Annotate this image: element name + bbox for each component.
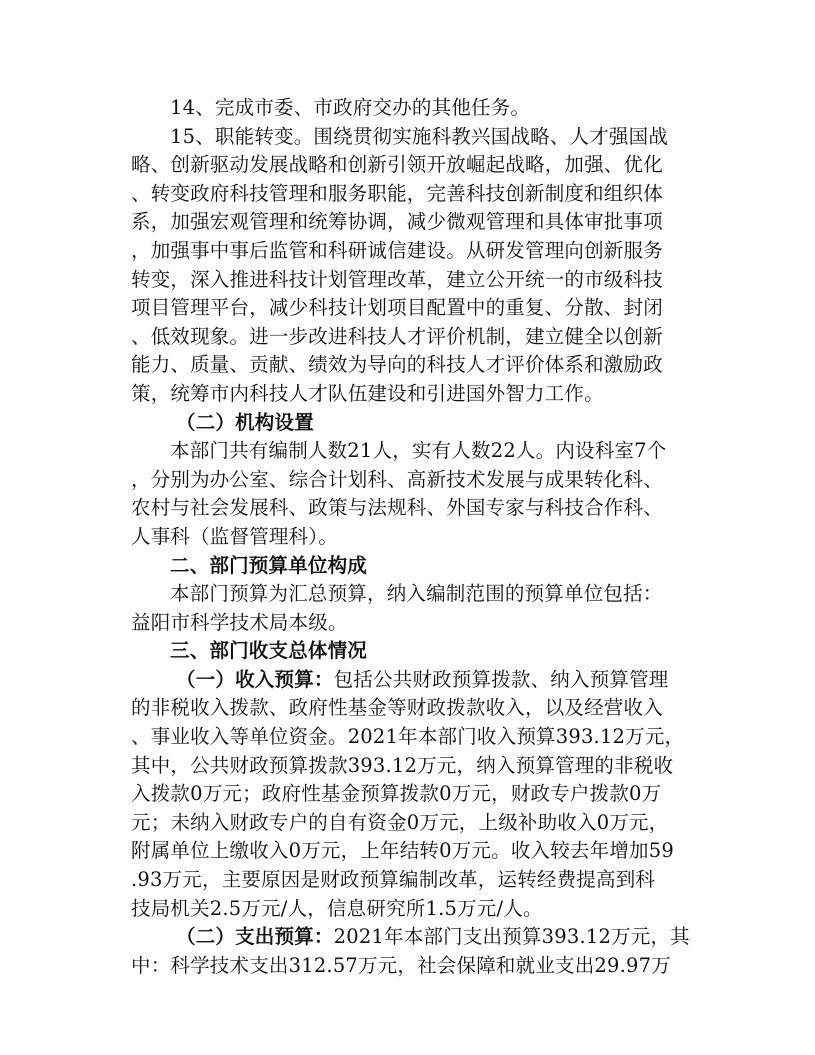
income-first-line <box>131 666 691 695</box>
paragraph-line: 附属单位上缴收入0万元，上年结转0万元。收入较去年增加59 <box>131 839 674 863</box>
paragraph-line: 本部门共有编制人数21人，实有人数22人。内设科室7个 <box>170 439 667 463</box>
section-heading-jigou: （二）机构设置 <box>176 410 314 434</box>
paragraph-line: 入拨款0万元；政府性基金预算拨款0万元，财政专户拨款0万 <box>131 782 662 806</box>
paragraph-line: 、转变政府科技管理和服务职能，完善科技创新制度和组织体 <box>131 181 663 205</box>
paragraph-line: 技局机关2.5万元/人，信息研究所1.5万元/人。 <box>131 896 543 920</box>
expense-first-rest: 2021年本部门支出预算393.12万元，其 <box>333 925 690 949</box>
paragraph-line: 的非税收入拨款、政府性基金等财政拨款收入，以及经营收入 <box>131 696 663 720</box>
paragraph-line: ，加强事中事后监管和科研诚信建设。从研发管理向创新服务 <box>131 238 663 262</box>
paragraph-line: 、事业收入等单位资金。2021年本部门收入预算393.12万元， <box>131 725 685 749</box>
paragraph-line: 人事科（监督管理科）。 <box>131 524 338 548</box>
paragraph-line: 其中，公共财政预算拨款393.12万元，纳入预算管理的非税收 <box>131 753 674 777</box>
income-label: （一）收入预算： <box>176 667 334 691</box>
paragraph-line: 转变，深入推进科技计划管理改革，建立公开统一的市级科技 <box>131 267 663 291</box>
section-heading-3: 三、部门收支总体情况 <box>170 639 368 663</box>
paragraph-line: 策，统筹市内科技人才队伍建设和引进国外智力工作。 <box>131 381 604 405</box>
paragraph-line: 系，加强宏观管理和统筹协调，减少微观管理和具体审批事项 <box>131 210 663 234</box>
income-first-rest: 包括公共财政预算拨款、纳入预算管理 <box>333 667 669 691</box>
paragraph-line: .93万元，主要原因是财政预算编制改革，运转经费提高到科 <box>131 868 656 892</box>
document-body <box>131 94 691 980</box>
expense-first-line <box>131 923 691 952</box>
paragraph-line: 项目管理平台，减少科技计划项目配置中的重复、分散、封闭 <box>131 296 663 320</box>
paragraph-line: 元；未纳入财政专户的自有资金0万元，上级补助收入0万元， <box>131 810 669 834</box>
expense-label: （二）支出预算： <box>176 925 334 949</box>
paragraph-line: 略、创新驱动发展战略和创新引领开放崛起战略，加强、优化 <box>131 153 663 177</box>
paragraph-line: 、低效现象。进一步改进科技人才评价机制，建立健全以创新 <box>131 324 663 348</box>
paragraph-line: 益阳市科学技术局本级。 <box>131 610 348 634</box>
section-heading-2: 二、部门预算单位构成 <box>170 553 368 577</box>
paragraph-line-item-14: 14、完成市委、市政府交办的其他任务。 <box>170 96 531 119</box>
paragraph-line: 本部门预算为汇总预算，纳入编制范围的预算单位包括： <box>170 582 663 606</box>
paragraph-line: 能力、质量、贡献、绩效为导向的科技人才评价体系和激励政 <box>131 353 663 377</box>
paragraph-line-item-15: 15、职能转变。围绕贯彻实施科教兴国战略、人才强国战 <box>170 124 669 148</box>
paragraph-line: ，分别为办公室、综合计划科、高新技术发展与成果转化科、 <box>131 467 663 491</box>
paragraph-line: 农村与社会发展科、政策与法规科、外国专家与科技合作科、 <box>131 496 663 520</box>
paragraph-line: 中：科学技术支出312.57万元，社会保障和就业支出29.97万 <box>131 953 671 977</box>
